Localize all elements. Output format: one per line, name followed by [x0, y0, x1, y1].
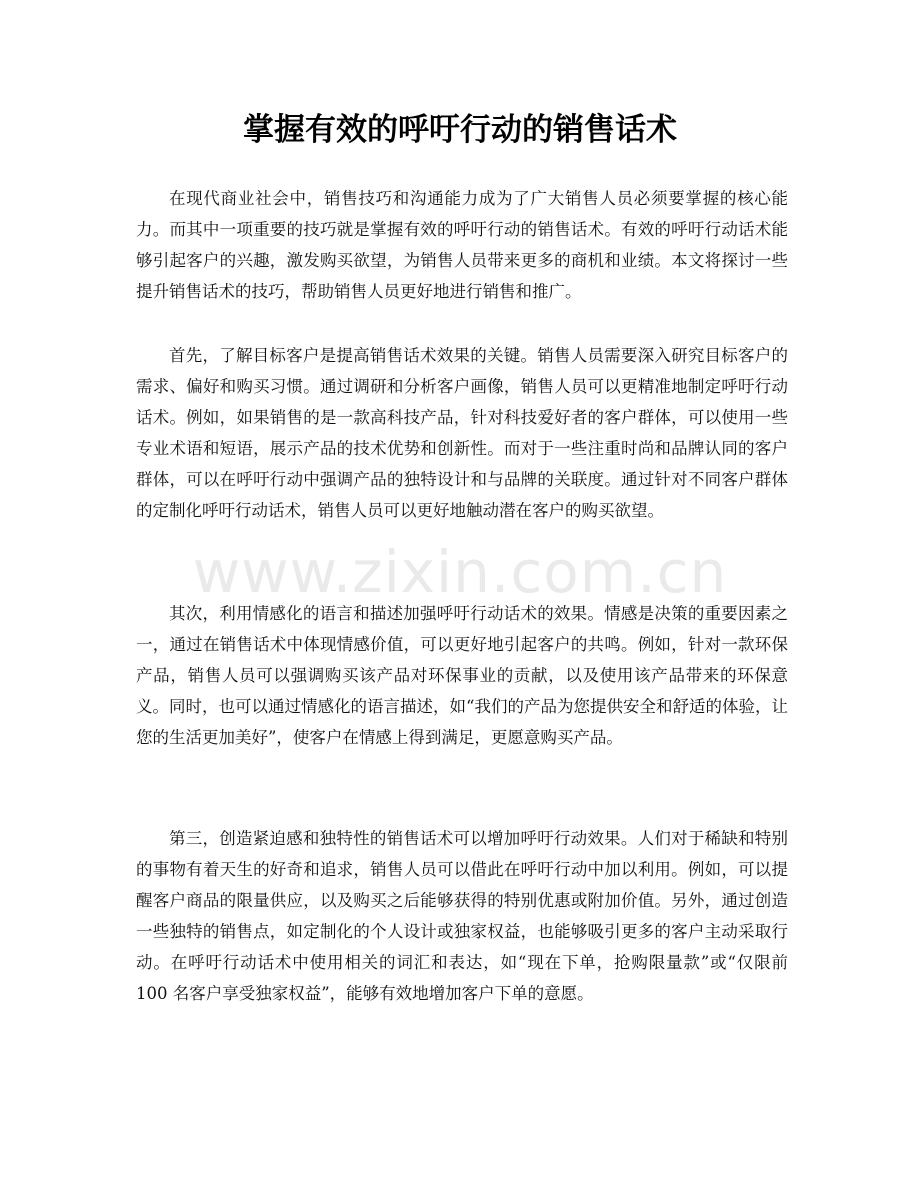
- document-title: 掌握有效的呼吁行动的销售话术: [243, 112, 677, 148]
- paragraph-second: 其次，利用情感化的语言和描述加强呼吁行动话术的效果。情感是决策的重要因素之一，通过在销售话术中体现情感价值，可以更好地引起客户的共鸣。例如，针对一款环保产品，销售人员可以强调购买该产品对环保事业的贡献，以及使用该产品带来的环保意义。同时，也可以通过情感化的语言描述，如“我们的产品为您提供安全和舒适的体验，让您的生活更加美好”，使客户在情感上得到满足，更愿意购买产品。: [136, 604, 788, 747]
- paragraph-intro: 在现代商业社会中，销售技巧和沟通能力成为了广大销售人员必须要掌握的核心能力。而其中一项重要的技巧就是掌握有效的呼吁行动的销售话术。有效的呼吁行动话术能够引起客户的兴趣，激发购买欲望，为销售人员带来更多的商机和业绩。本文将探讨一些提升销售话术的技巧，帮助销售人员更好地进行销售和推广。: [136, 189, 788, 301]
- paragraph-third: 第三，创造紧迫感和独特性的销售话术可以增加呼吁行动效果。人们对于稀缺和特别的事物有着天生的好奇和追求，销售人员可以借此在呼吁行动中加以利用。例如，可以提醒客户商品的限量供应，以及购买之后能够获得的特别优惠或附加价值。另外，通过创造一些独特的销售点，如定制化的个人设计或独家权益，也能够吸引更多的客户主动采取行动。在呼吁行动话术中使用相关的词汇和表达，如“现在下单，抢购限量款”或“仅限前 100 名客户享受独家权益”，能够有效地增加客户下单的意愿。: [136, 829, 788, 1003]
- paragraph-first: 首先，了解目标客户是提高销售话术效果的关键。销售人员需要深入研究目标客户的需求、偏好和购买习惯。通过调研和分析客户画像，销售人员可以更精准地制定呼吁行动话术。例如，如果销售的是一款高科技产品，针对科技爱好者的客户群体，可以使用一些专业术语和短语，展示产品的技术优势和创新性。而对于一些注重时尚和品牌认同的客户群体，可以在呼吁行动中强调产品的独特设计和与品牌的关联度。通过针对不同客户群体的定制化呼吁行动话术，销售人员可以更好地触动潜在客户的购买欲望。: [136, 346, 788, 520]
- watermark: www.zixin.com.cn: [192, 538, 728, 606]
